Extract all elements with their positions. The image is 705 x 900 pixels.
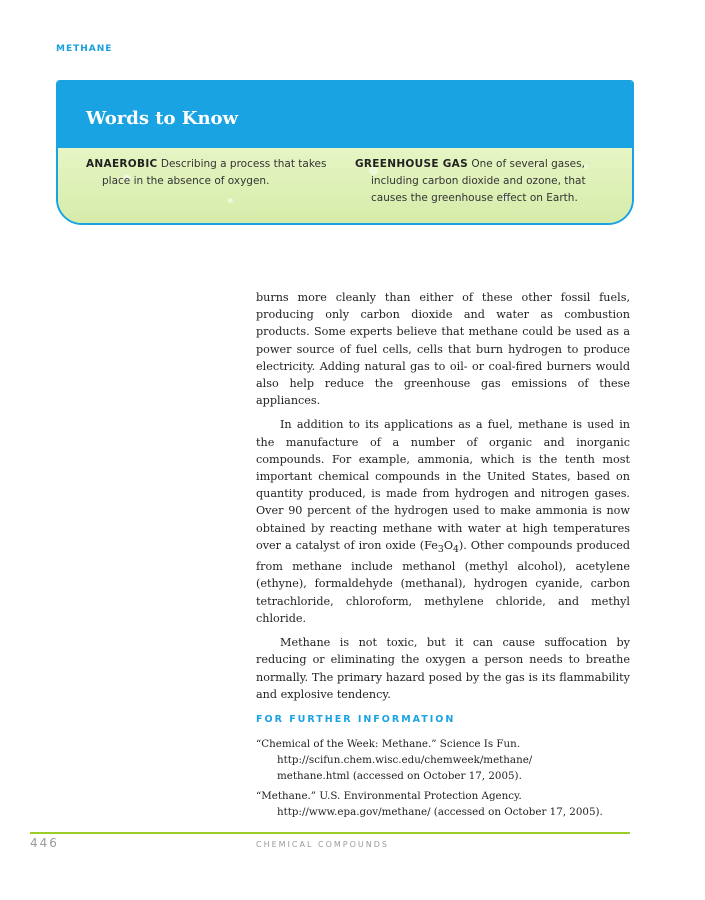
glossary-term-definition: Describing a process that takes	[160, 158, 327, 170]
article-body	[256, 289, 630, 710]
glossary-term-greenhouse-gas	[355, 156, 605, 207]
glossary-term-definition: One of several gases,	[471, 158, 585, 170]
body-paragraph: Methane is not toxic, but it can cause suffocation by reducing or eliminating the oxygen a person needs to breathe normally. The primary hazard posed by the gas is its flammability and explosive tendency.	[256, 636, 630, 701]
words-to-know-body	[58, 148, 632, 223]
glossary-term-definition-cont: causes the greenhouse effect on Earth.	[371, 192, 578, 204]
subscript: 4	[452, 544, 459, 556]
words-to-know-title: Words to Know	[86, 108, 239, 129]
further-info-heading: FOR FURTHER INFORMATION	[256, 714, 456, 725]
page-number: 446	[30, 836, 59, 850]
words-to-know-header	[58, 82, 632, 148]
glossary-term-word: ANAEROBIC	[86, 158, 158, 170]
reference-title: “Methane.” U.S. Environmental Protection Agency.	[256, 790, 522, 802]
further-info-list	[256, 736, 636, 824]
glossary-term-definition-cont: including carbon dioxide and ozone, that	[371, 175, 586, 187]
formula-letter: O	[443, 538, 453, 552]
body-paragraph: burns more cleanly than either of these other fossil fuels, producing only carbon dioxide and water as combustion products. Some experts believe that methane could be used as a power source of fuel cells, cells that burn hydrogen to produce electricity. Adding natural gas to oil- or coal-fired burners would also help reduce the greenhouse gas emissions of these appliances.	[256, 291, 630, 408]
running-head: METHANE	[56, 44, 113, 54]
body-paragraph	[256, 416, 630, 627]
reference-link[interactable]: http://scifun.chem.wisc.edu/chemweek/methane/	[277, 754, 533, 766]
reference-link-cont[interactable]: methane.html (accessed on October 17, 2005).	[277, 770, 522, 782]
reference-title: “Chemical of the Week: Methane.” Science Is Fun.	[256, 738, 521, 750]
subscript: 3	[437, 544, 444, 556]
words-to-know-box	[56, 80, 634, 225]
glossary-term-word: GREENHOUSE GAS	[355, 158, 468, 170]
book-title: CHEMICAL COMPOUNDS	[256, 840, 389, 849]
footer-rule	[30, 832, 630, 834]
reference-entry	[256, 788, 636, 820]
glossary-term-definition-cont: place in the absence of oxygen.	[102, 175, 270, 187]
reference-link[interactable]: http://www.epa.gov/methane/ (accessed on October 17, 2005).	[277, 806, 603, 818]
body-paragraph-text: ). Other compounds produced from methane include methanol (methyl alcohol), acetylene (ethyne), formaldehyde (methanal), hydrogen cyanide, carbon tetrachloride, chloroform, methylene chloride, and methyl chloride.	[256, 538, 630, 625]
reference-entry	[256, 736, 636, 784]
glossary-term-anaerobic	[86, 156, 348, 190]
body-paragraph-text: In addition to its applications as a fuel, methane is used in the manufacture of a number of organic and inorganic compounds. For example, ammonia, which is the tenth most important chemical compounds in the United States, based on quantity produced, is made from hydrogen and nitrogen gases. Over 90 percent of the hydrogen used to make ammonia is now obtained by reacting methane with water at high temperatures over a catalyst of iron oxide (Fe	[256, 418, 630, 552]
